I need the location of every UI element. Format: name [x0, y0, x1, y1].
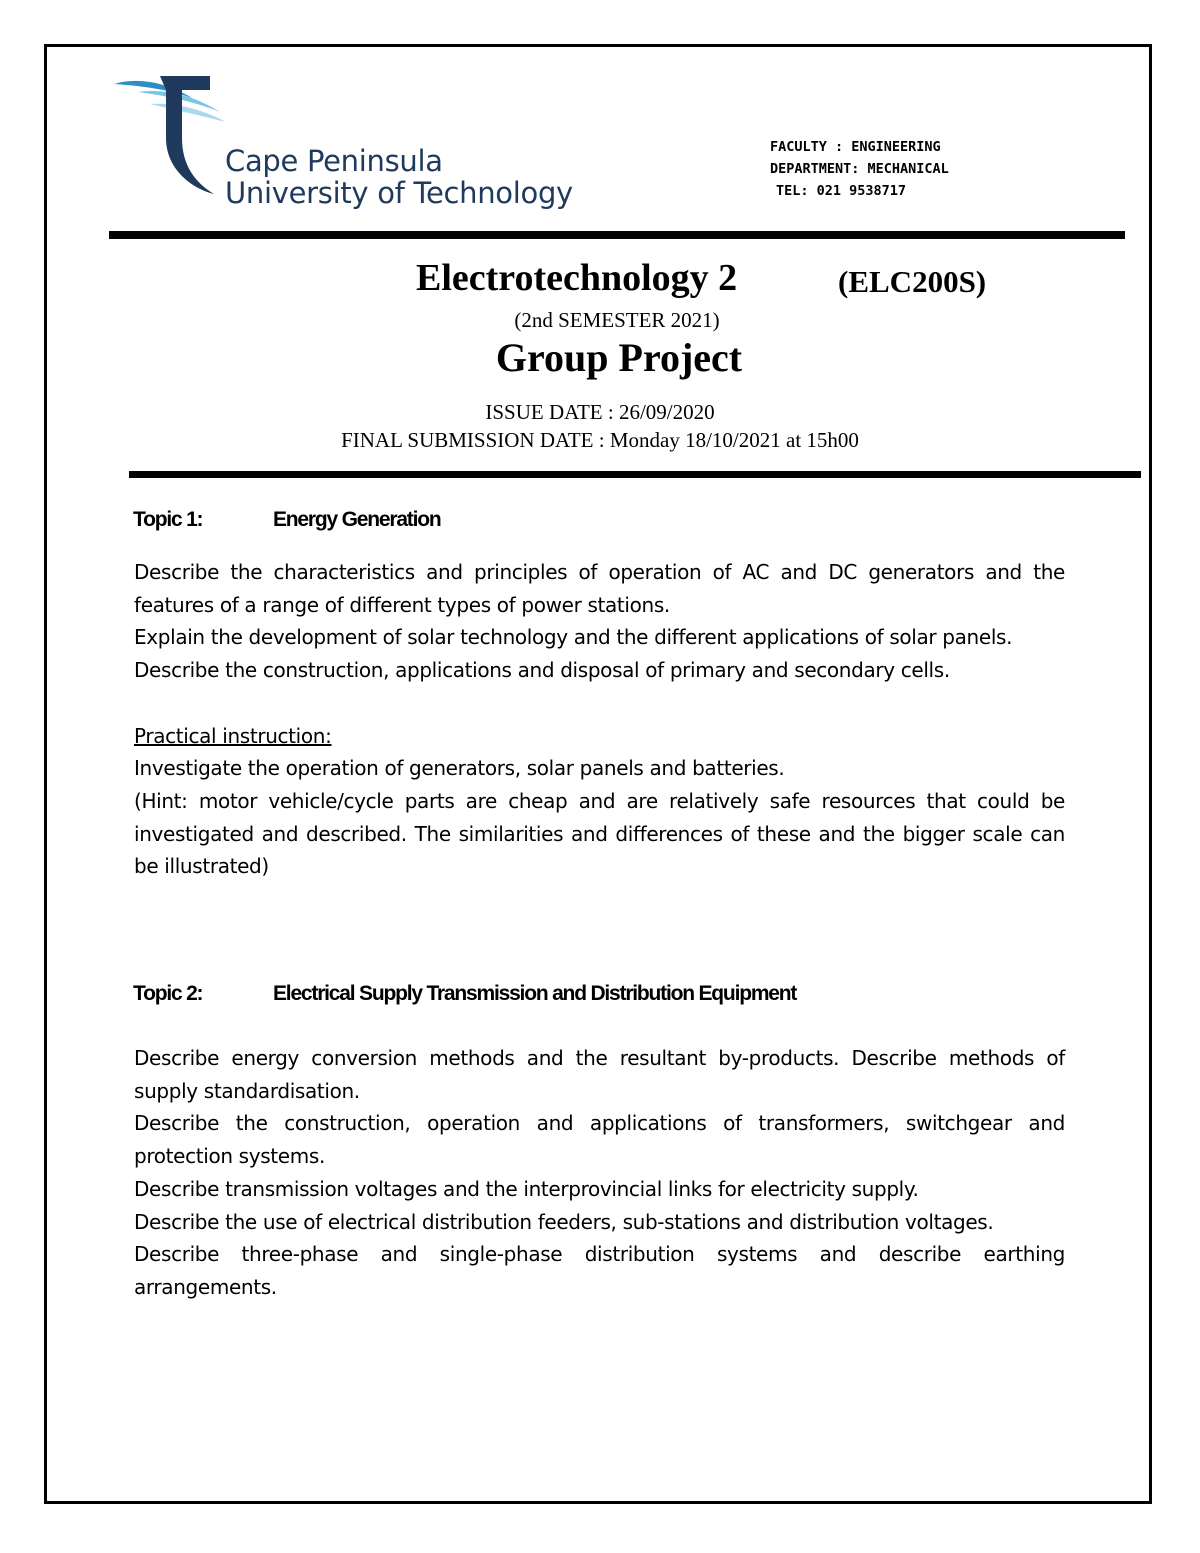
cput-emblem-icon [110, 72, 230, 202]
course-code: (ELC200S) [838, 264, 987, 299]
department-line: DEPARTMENT: MECHANICAL [770, 161, 949, 177]
topic1-body [134, 556, 1065, 883]
topic2-label: Topic 2: [133, 982, 203, 1005]
topic2-paragraph: Describe the construction, operation and applications of transformers, switchgear and protection systems. [134, 1111, 1065, 1169]
faculty-info [770, 136, 949, 202]
project-title: Group Project [495, 335, 743, 380]
final-submission-date: FINAL SUBMISSION DATE : Monday 18/10/2021 at 15h00 [341, 428, 859, 452]
semester: (2nd SEMESTER 2021) [514, 308, 720, 332]
institution-name-line2: University of Technology [225, 176, 573, 210]
topic2-paragraph: Describe energy conversion methods and the resultant by-products. Describe methods of supply standardisation. [134, 1046, 1065, 1103]
topic1-paragraph: Describe the characteristics and principles of operation of AC and DC generators and the features of a range of different types of power stations. [134, 560, 1065, 617]
course-title: Electrotechnology 2 [416, 257, 738, 299]
tel-line: TEL: 021 9538717 [776, 183, 907, 199]
topic2-paragraph: Describe transmission voltages and the interprovincial links for electricity supply. [134, 1176, 919, 1201]
issue-date: ISSUE DATE : 26/09/2020 [485, 400, 715, 424]
topic2-title: Electrical Supply Transmission and Distribution Equipment [273, 982, 797, 1005]
topic2-body [134, 1042, 1065, 1304]
topic1-paragraph: Describe the construction, applications and disposal of primary and secondary cells. [134, 658, 950, 683]
institution-name-line1: Cape Peninsula [225, 144, 443, 178]
topic2-paragraph: Describe three-phase and single-phase distribution systems and describe earthing arrangements. [134, 1242, 1065, 1299]
topic1-paragraph: Explain the development of solar technology and the different applications of solar panels. [134, 625, 1013, 650]
topic1-title: Energy Generation [273, 508, 441, 531]
faculty-line: FACULTY : ENGINEERING [770, 139, 941, 155]
practical-paragraph: Investigate the operation of generators, solar panels and batteries. [134, 756, 785, 781]
university-logo [110, 72, 573, 222]
header-rule [109, 231, 1125, 239]
topic2-paragraph: Describe the use of electrical distribution feeders, sub-stations and distribution voltages. [134, 1209, 994, 1234]
practical-heading: Practical instruction: [134, 723, 332, 748]
title-rule [129, 471, 1141, 478]
practical-paragraph: (Hint: motor vehicle/cycle parts are cheap and are relatively safe resources that could be investigated and described. The similarities and differences of these and the bigger scale can be illustrated) [134, 788, 1065, 879]
topic1-label: Topic 1: [133, 508, 203, 531]
